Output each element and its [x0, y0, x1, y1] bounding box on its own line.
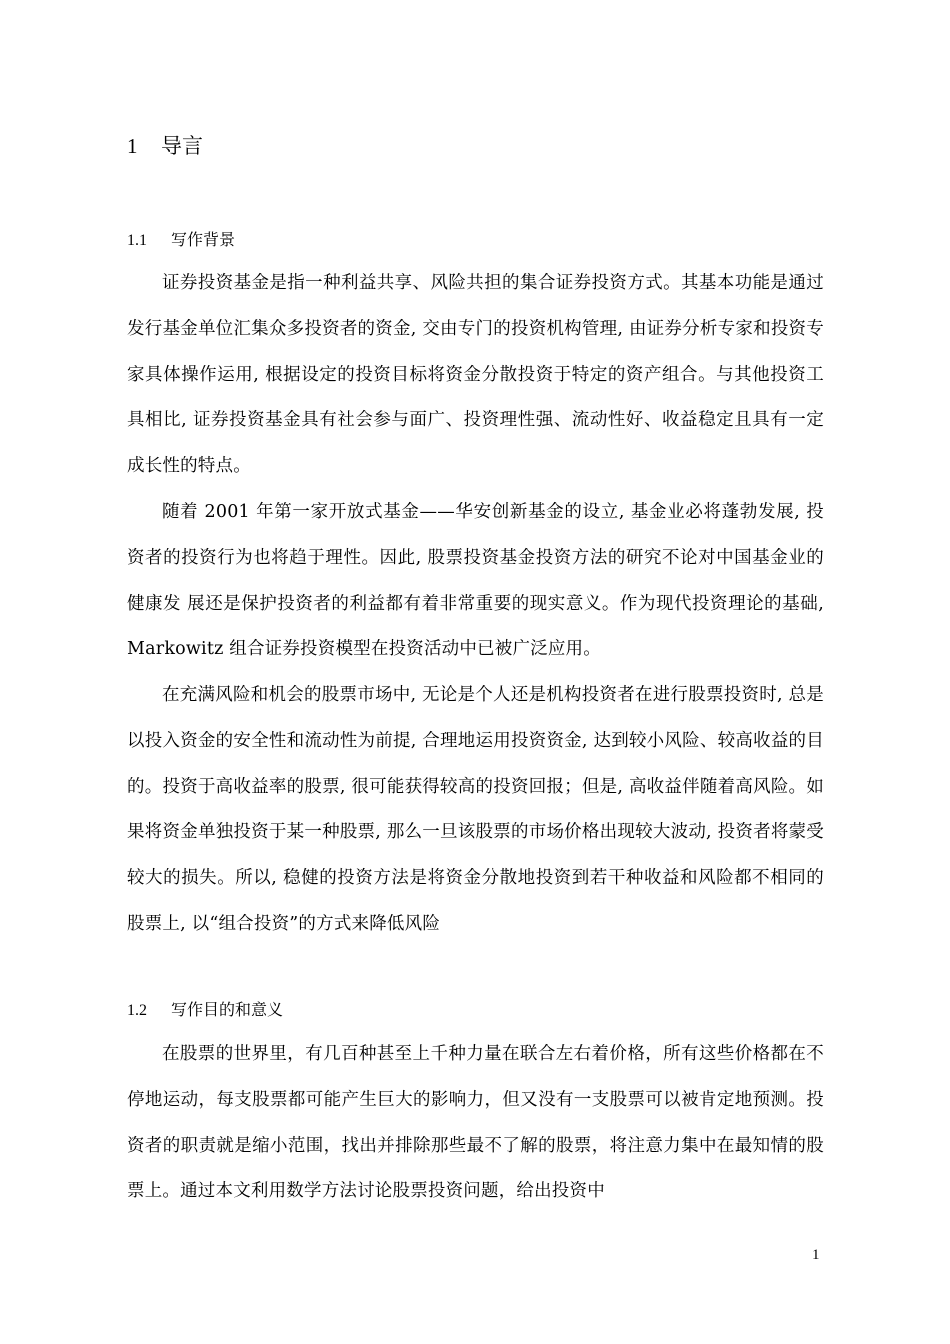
chapter-title — [127, 132, 203, 160]
paragraph: 随着 2001 年第一家开放式基金——华安创新基金的设立, 基金业必将蓬勃发展, 投资者的投资行为也将趋于理性。因此, 股票投资基金投资方法的研究不论对中国基金业的健康发 展还是保护投资者的利益都有着非常重要的现实意义。作为现代投资理论的基础, Markowitz 组合证券投资模型在投资活动中已被广泛应用。 — [127, 502, 824, 660]
chapter-title-text: 导言 — [161, 134, 203, 158]
chapter-number: 1 — [127, 134, 138, 158]
section-heading-1-1 — [127, 229, 235, 252]
section-title-text: 写作目的和意义 — [171, 1000, 284, 1019]
section-title-text: 写作背景 — [171, 230, 236, 249]
paragraph: 证券投资基金是指一种利益共享、风险共担的集合证券投资方式。其基本功能是通过发行基金单位汇集众多投资者的资金, 交由专门的投资机构管理, 由证券分析专家和投资专家具体操作运用, 根据设定的投资目标将资金分散投资于特定的资产组合。与其他投资工具相比, 证券投资基金具有社会参与面广、投资理性强、流动性好、收益稳定且具有一定成长性的特点。 — [127, 273, 824, 477]
section-number: 1.2 — [127, 1002, 147, 1019]
paragraph: 在充满风险和机会的股票市场中, 无论是个人还是机构投资者在进行股票投资时, 总是以投入资金的安全性和流动性为前提, 合理地运用投资资金, 达到较小风险、较高收益的目的。投资于高收益率的股票, 很可能获得较高的投资回报；但是, 高收益伴随着高风险。如果将资金单独投资于某一种股票, 那么一旦该股票的市场价格出现较大波动, 投资者将蒙受较大的损失。所以, 稳健的投资方法是将资金分散地投资到若干种收益和风险都不相同的股票上, 以“组合投资”的方式来降低风险 — [127, 685, 824, 934]
page-number: 1 — [812, 1247, 820, 1263]
section-heading-1-2 — [127, 999, 283, 1022]
section-number: 1.1 — [127, 232, 147, 249]
paragraph: 在股票的世界里，有几百种甚至上千种力量在联合左右着价格，所有这些价格都在不停地运动，每支股票都可能产生巨大的影响力，但又没有一支股票可以被肯定地预测。投资者的职责就是缩小范围，找出并排除那些最不了解的股票，将注意力集中在最知情的股票上。通过本文利用数学方法讨论股票投资问题，给出投资中 — [127, 1044, 824, 1202]
